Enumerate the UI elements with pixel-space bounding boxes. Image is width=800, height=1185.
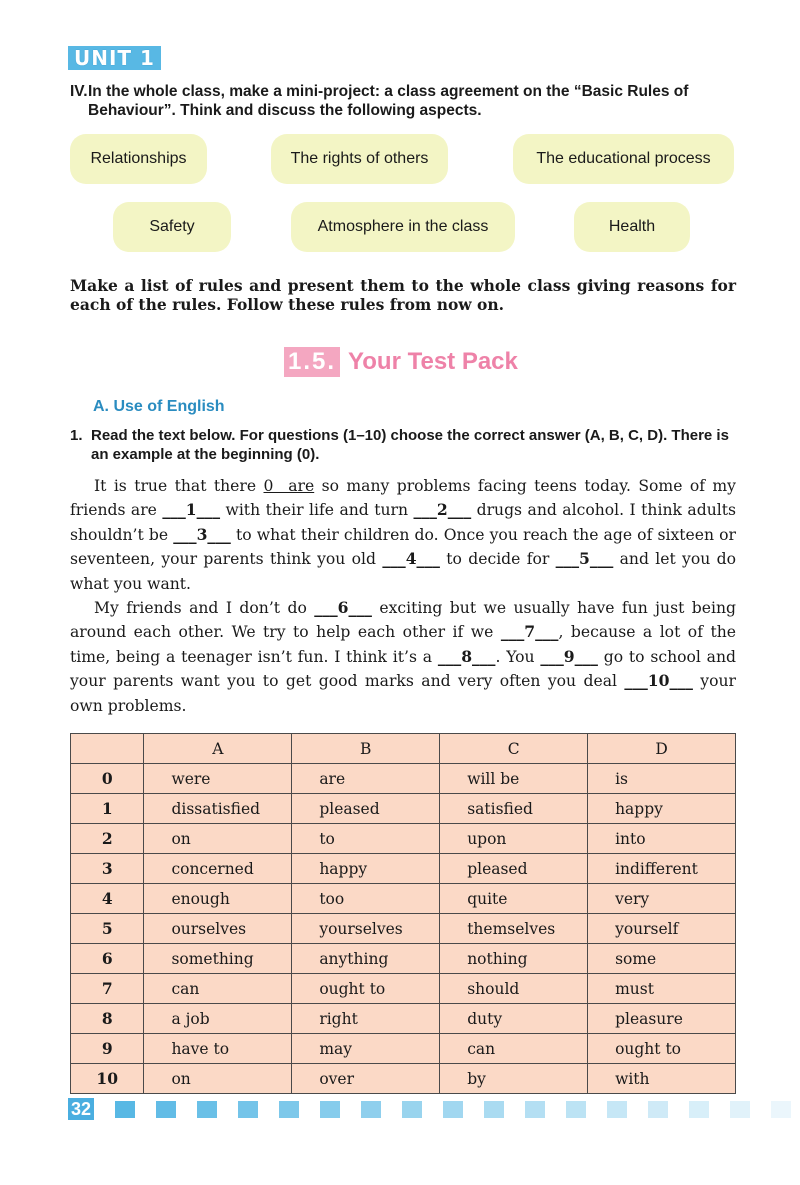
option-cell: a job: [144, 1004, 292, 1034]
aspect-pill: [513, 134, 734, 184]
example-gap: 0 are: [263, 477, 315, 495]
aspect-pill: [574, 202, 690, 252]
table-row: [71, 824, 736, 854]
subheading: A. Use of English: [93, 398, 225, 415]
table-header: B: [292, 734, 440, 764]
passage-text: to what their children do. Once you reach the age of sixteen or seventeen, your parents think you old: [70, 525, 736, 569]
table-header: A: [144, 734, 292, 764]
question-1: [70, 426, 740, 464]
question-number-cell: 7: [71, 974, 144, 1004]
option-cell: themselves: [440, 914, 588, 944]
table-header: C: [440, 734, 588, 764]
option-cell: very: [588, 884, 736, 914]
task-iv: [70, 82, 740, 120]
table-header: [71, 734, 144, 764]
section-number: 1.5.: [284, 347, 340, 377]
passage-paragraph-2: [70, 596, 736, 718]
table-row: [71, 794, 736, 824]
aspect-pill: [70, 134, 207, 184]
option-cell: quite: [440, 884, 588, 914]
option-cell: are: [292, 764, 440, 794]
table-row: [71, 1004, 736, 1034]
option-cell: dissatisfied: [144, 794, 292, 824]
question-number-cell: 1: [71, 794, 144, 824]
option-cell: duty: [440, 1004, 588, 1034]
aspect-label: Relationships: [90, 150, 187, 167]
passage-text: It is true that there: [94, 477, 264, 495]
answer-table: [70, 733, 736, 1094]
decorative-square: [525, 1101, 545, 1118]
passage-text: with their life and turn: [220, 501, 414, 520]
passage-text: . You: [495, 647, 541, 666]
aspect-label: Safety: [149, 218, 195, 235]
table-row: [71, 1064, 736, 1094]
table-row: [71, 764, 736, 794]
gap-1: ___1___: [162, 500, 221, 520]
option-cell: some: [588, 944, 736, 974]
gap-8: ___8___: [437, 646, 496, 666]
question-number: 1.: [70, 427, 83, 444]
question-number-cell: 8: [71, 1004, 144, 1034]
option-cell: with: [588, 1064, 736, 1094]
option-cell: pleased: [440, 854, 588, 884]
decorative-square: [361, 1101, 381, 1118]
option-cell: happy: [588, 794, 736, 824]
aspect-pill: [113, 202, 231, 252]
option-cell: pleasure: [588, 1004, 736, 1034]
option-cell: can: [440, 1034, 588, 1064]
table-header: D: [588, 734, 736, 764]
table-row: [71, 1034, 736, 1064]
decorative-square: [402, 1101, 422, 1118]
option-cell: by: [440, 1064, 588, 1094]
footer: [68, 1098, 791, 1120]
option-cell: something: [144, 944, 292, 974]
decorative-square: [566, 1101, 586, 1118]
option-cell: may: [292, 1034, 440, 1064]
question-number-cell: 4: [71, 884, 144, 914]
decorative-square: [771, 1101, 791, 1118]
option-cell: will be: [440, 764, 588, 794]
passage-paragraph-1: [70, 474, 736, 596]
option-cell: can: [144, 974, 292, 1004]
option-cell: have to: [144, 1034, 292, 1064]
option-cell: must: [588, 974, 736, 1004]
decorative-square: [484, 1101, 504, 1118]
aspect-label: Atmosphere in the class: [317, 218, 489, 235]
passage-text: , because a lot of the time, being a teenager isn’t fun. I think it’s a: [70, 623, 736, 666]
page-number: 32: [68, 1098, 94, 1120]
passage-text: so many problems facing teens today. Some of my friends are: [70, 477, 736, 520]
decorative-square: [156, 1101, 176, 1118]
decorative-square: [115, 1101, 135, 1118]
passage-text: and let you do what you want.: [70, 550, 736, 593]
question-number-cell: 2: [71, 824, 144, 854]
table-row: [71, 974, 736, 1004]
option-cell: pleased: [292, 794, 440, 824]
option-cell: anything: [292, 944, 440, 974]
passage-text: drugs and alcohol. I think adults shouldn’t be: [70, 501, 736, 544]
question-number-cell: 3: [71, 854, 144, 884]
task-number: IV.: [70, 83, 88, 100]
aspect-label: The educational process: [536, 150, 711, 167]
decorative-square: [648, 1101, 668, 1118]
aspect-label: Health: [608, 218, 656, 235]
gap-10: ___10___: [624, 671, 693, 691]
option-cell: happy: [292, 854, 440, 884]
decorative-square: [238, 1101, 258, 1118]
option-cell: ought to: [588, 1034, 736, 1064]
aspect-label: The rights of others: [290, 150, 429, 167]
question-number-cell: 10: [71, 1064, 144, 1094]
option-cell: into: [588, 824, 736, 854]
option-cell: should: [440, 974, 588, 1004]
task-text: In the whole class, make a mini-project: a class agreement on the “Basic Rules of Behaviour”. Think and discuss the following aspects.: [88, 83, 689, 119]
unit-label: UNIT 1: [68, 46, 161, 70]
table-row: [71, 944, 736, 974]
decorative-square: [320, 1101, 340, 1118]
passage-text: go to school and your parents want you to get good marks and very often you deal: [70, 647, 736, 691]
gap-5: ___5___: [555, 549, 614, 569]
option-cell: on: [144, 1064, 292, 1094]
aspect-pill: [271, 134, 448, 184]
decorative-squares: [94, 1101, 791, 1118]
table-row: [71, 884, 736, 914]
aspect-pill: [291, 202, 515, 252]
option-cell: nothing: [440, 944, 588, 974]
option-cell: to: [292, 824, 440, 854]
decorative-square: [443, 1101, 463, 1118]
option-cell: ought to: [292, 974, 440, 1004]
decorative-square: [689, 1101, 709, 1118]
question-number-cell: 9: [71, 1034, 144, 1064]
passage-text: your own problems.: [70, 672, 736, 715]
passage-text: My friends and I don’t do: [94, 599, 315, 617]
passage-text: exciting but we usually have fun just being around each other. We try to help each other if we: [70, 599, 736, 642]
option-cell: on: [144, 824, 292, 854]
option-cell: indifferent: [588, 854, 736, 884]
gap-3: ___3___: [173, 524, 231, 544]
option-cell: yourselves: [292, 914, 440, 944]
section-heading: [284, 347, 518, 377]
decorative-square: [197, 1101, 217, 1118]
decorative-square: [607, 1101, 627, 1118]
option-cell: yourself: [588, 914, 736, 944]
question-text: Read the text below. For questions (1–10) choose the correct answer (A, B, C, D). There is an example at the beginning (0).: [91, 427, 729, 463]
gap-9: ___9___: [540, 646, 598, 666]
question-number-cell: 6: [71, 944, 144, 974]
gap-4: ___4___: [382, 549, 440, 569]
question-number-cell: 5: [71, 914, 144, 944]
option-cell: enough: [144, 884, 292, 914]
table-row: [71, 914, 736, 944]
table-header-row: [71, 734, 736, 764]
passage-text: to decide for: [439, 550, 556, 569]
gap-7: ___7___: [500, 622, 559, 642]
option-cell: right: [292, 1004, 440, 1034]
table-row: [71, 854, 736, 884]
option-cell: ourselves: [144, 914, 292, 944]
option-cell: were: [144, 764, 292, 794]
gap-6: ___6___: [314, 598, 372, 617]
option-cell: over: [292, 1064, 440, 1094]
gap-2: ___2___: [413, 500, 472, 520]
section-title: Your Test Pack: [348, 348, 518, 375]
option-cell: concerned: [144, 854, 292, 884]
option-cell: satisfied: [440, 794, 588, 824]
decorative-square: [279, 1101, 299, 1118]
option-cell: upon: [440, 824, 588, 854]
make-list-instruction: Make a list of rules and present them to the whole class giving reasons for each of the rules. Follow these rules from now on.: [70, 276, 736, 314]
question-number-cell: 0: [71, 764, 144, 794]
decorative-square: [730, 1101, 750, 1118]
option-cell: is: [588, 764, 736, 794]
option-cell: too: [292, 884, 440, 914]
